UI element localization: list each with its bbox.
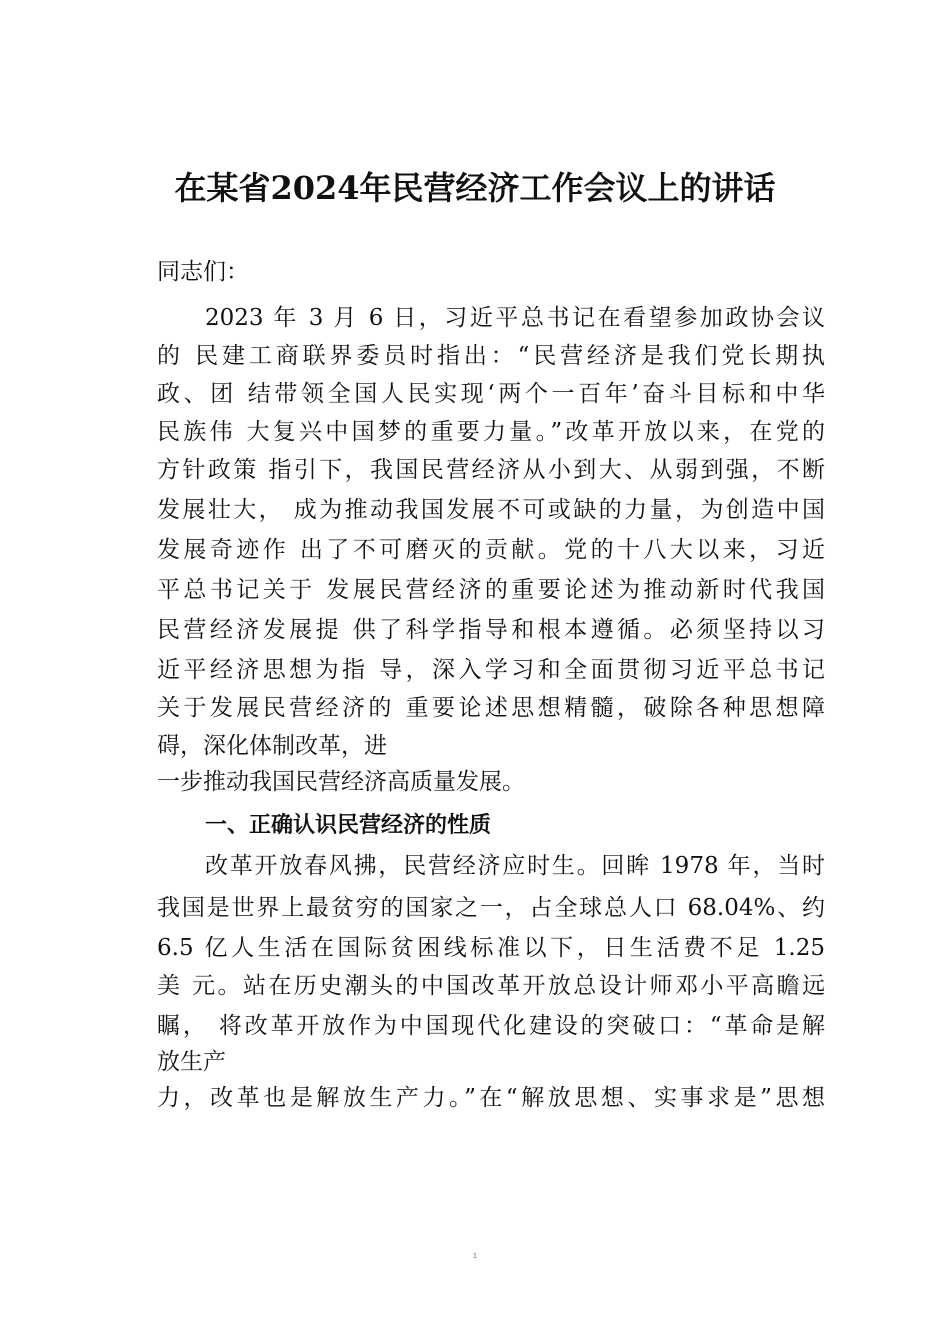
paragraph-line: 的 民建工商联界委员时指出：“民营经济是我们党长期执 bbox=[157, 343, 825, 369]
paragraph-line: 美 元。站在历史潮头的中国改革开放总设计师邓小平高瞻远 bbox=[157, 973, 825, 999]
section-heading: 一、正确认识民营经济的性质 bbox=[205, 813, 492, 838]
paragraph-line: 关于发展民营经济的 重要论述思想精髓，破除各种思想障 bbox=[157, 695, 825, 721]
paragraph-line: 政、团 结带领全国人民实现‘两个一百年’奋斗目标和中华 bbox=[157, 381, 825, 407]
paragraph-line: 发展奇迹作 出了不可磨灭的贡献。党的十八大以来，习近 bbox=[157, 537, 825, 563]
page-number: 1 bbox=[472, 1252, 478, 1260]
paragraph-line: 放生产 bbox=[157, 1049, 226, 1075]
paragraph-line: 民族伟 大复兴中国梦的重要力量。”改革开放以来，在党的 bbox=[157, 419, 825, 445]
paragraph-line: 碍，深化体制改革，进 bbox=[157, 733, 387, 759]
paragraph-line: 改革开放春风拂，民营经济应时生。回眸 1978 年，当时 bbox=[205, 853, 825, 879]
greeting: 同志们： bbox=[157, 259, 249, 285]
paragraph-line: 平总书记关于 发展民营经济的重要论述为推动新时代我国 bbox=[157, 577, 825, 603]
paragraph-line: 发展壮大， 成为推动我国发展不可或缺的力量，为创造中国 bbox=[157, 497, 825, 523]
paragraph-line: 近平经济思想为指 导，深入学习和全面贯彻习近平总书记 bbox=[157, 657, 825, 683]
paragraph-line: 我国是世界上最贫穷的国家之一，占全球总人口 68.04%、约 bbox=[157, 895, 825, 921]
paragraph-line: 方针政策 指引下，我国民营经济从小到大、从弱到强，不断 bbox=[157, 457, 825, 483]
paragraph-line: 力，改革也是解放生产力。”在“解放思想、实事求是”思想 bbox=[157, 1085, 825, 1111]
paragraph-line: 6.5 亿人生活在国际贫困线标准以下，日生活费不足 1.25 bbox=[157, 935, 825, 961]
paragraph-line: 瞩， 将改革开放作为中国现代化建设的突破口：“革命是解 bbox=[157, 1013, 825, 1039]
document-title: 在某省2024年民营经济工作会议上的讲话 bbox=[174, 169, 776, 207]
paragraph-line: 民营经济发展提 供了科学指导和根本遵循。必须坚持以习 bbox=[157, 617, 825, 643]
paragraph-line: 一步推动我国民营经济高质量发展。 bbox=[157, 769, 525, 795]
paragraph-line: 2023 年 3 月 6 日，习近平总书记在看望参加政协会议 bbox=[205, 305, 825, 331]
